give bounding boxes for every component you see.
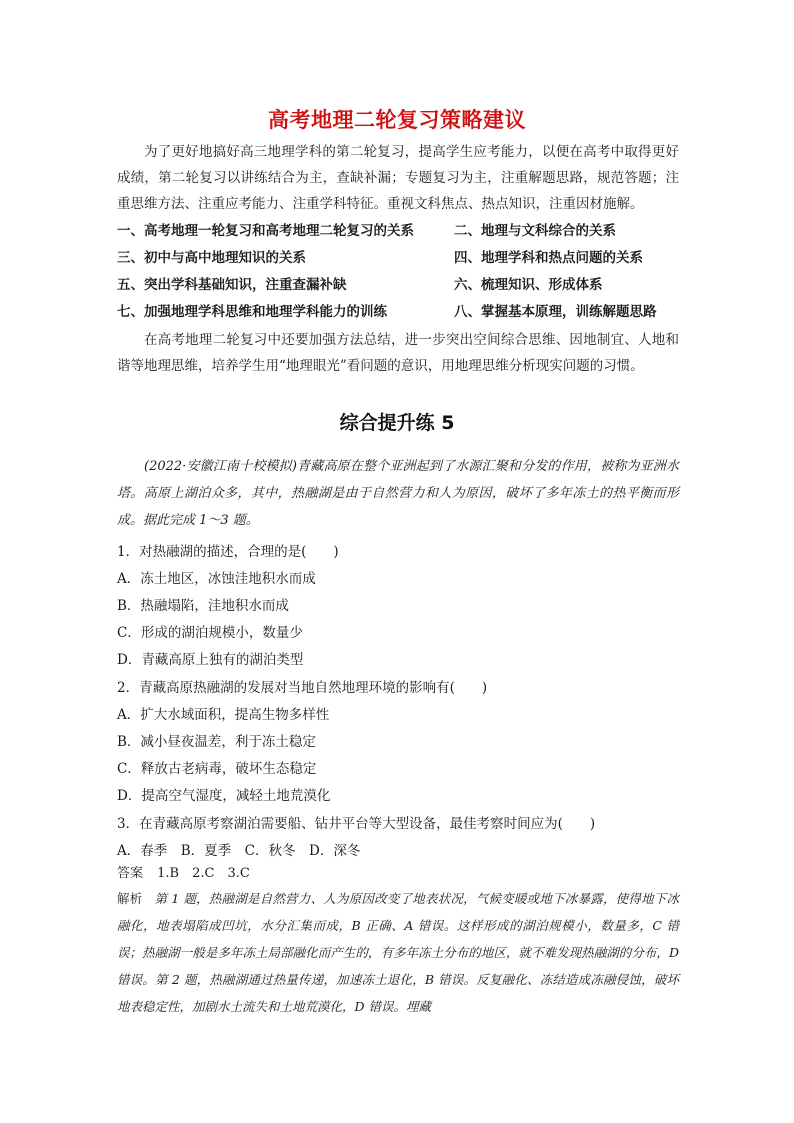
explanation [117, 885, 679, 1020]
outline-row [117, 246, 679, 272]
question-option: B．减小昼夜温差，利于冻土稳定 [117, 734, 316, 750]
intro-paragraph: 为了更好地搞好高三地理学科的第二轮复习，提高学生应考能力，以便在高考中取得更好成绩，第二轮复习以讲练结合为主，查缺补漏；专题复习为主，注重解题思路，规范答题；注重思维方法、注重应考能力、注重学科特征。重视文科焦点、热点知识，注重因材施解。 [117, 144, 679, 212]
question-option: D．提高空气湿度，减轻土地荒漠化 [117, 788, 331, 804]
method-paragraph: 在高考地理二轮复习中还要加强方法总结，进一步突出空间综合思维、因地制宜、人地和谐等地理思维，培养学生用“地理眼光”看问题的意识，用地理思维分析现实问题的习惯。 [117, 332, 679, 374]
outline-item: 三、初中与高中地理知识的关系 [117, 250, 306, 266]
answer-line [117, 862, 260, 881]
explanation-label: 解析 [117, 891, 143, 906]
outline-item: 四、地理学科和热点问题的关系 [454, 250, 643, 266]
explanation-text: 第 1 题，热融湖是自然营力、人为原因改变了地表状况，气候变暖或地下冰暴露，使得地下冰融化，地表塌陷成凹坑，水分汇集而成，B 正确、A 错误。这样形成的湖泊规模小，数量多，C 错误；热融湖一般是多年冻土局部融化而产生的，有多年冻土分布的地区，就不难发现热融湖的分布，D 错误。第 2 题，热融湖通过热量传递，加速冻土退化，B 错误。反复融化、冻结造成冻融侵蚀，破坏地表稳定性，加剧水土流失和土地荒漠化，D 错误。埋藏 [117, 891, 679, 1014]
question-stem: 3．在青藏高原考察湖泊需要船、钻井平台等大型设备，最佳考察时间应为( ) [117, 816, 596, 832]
question-option: A．扩大水域面积，提高生物多样性 [117, 707, 330, 723]
answer-label: 答案 [117, 866, 144, 881]
question-stem: 1．对热融湖的描述，合理的是( ) [117, 544, 339, 560]
outline-item: 六、梳理知识、形成体系 [454, 277, 603, 293]
question-option: C．形成的湖泊规模小，数量少 [117, 625, 303, 641]
outline-row [117, 300, 679, 326]
question-stem: 2．青藏高原热融湖的发展对当地自然地理环境的影响有( ) [117, 680, 488, 696]
question-option: C．释放古老病毒，破坏生态稳定 [117, 761, 317, 777]
page-title: 高考地理二轮复习策略建议 [268, 108, 526, 132]
outline-item: 二、地理与文科综合的关系 [454, 223, 616, 239]
question-material: (2022·安徽江南十校模拟)青藏高原在整个亚洲起到了水源汇聚和分发的作用，被称为亚洲水塔。高原上湖泊众多，其中，热融湖是由于自然营力和人为原因，破坏了多年冻土的热平衡而形成。据此完成 1～3 题。 [117, 459, 679, 528]
outline-row [117, 273, 679, 299]
question-option: D．青藏高原上独有的湖泊类型 [117, 652, 304, 668]
question-option: A．冻土地区，冰蚀洼地积水而成 [117, 571, 316, 587]
outline-item: 五、突出学科基础知识，注重查漏补缺 [117, 277, 347, 293]
section-title: 综合提升练 5 [339, 412, 455, 434]
outline-item: 八、掌握基本原理，训练解题思路 [454, 304, 657, 320]
question-option: B．热融塌陷，洼地积水而成 [117, 598, 289, 614]
outline-item: 一、高考地理一轮复习和高考地理二轮复习的关系 [117, 223, 414, 239]
answer-values: 1.B 2.C 3.C [157, 866, 250, 881]
outline-item: 七、加强地理学科思维和地理学科能力的训练 [117, 304, 387, 320]
question-options-inline: A．春季 B．夏季 C．秋冬 D．深冬 [117, 843, 361, 859]
outline-row [117, 219, 679, 245]
